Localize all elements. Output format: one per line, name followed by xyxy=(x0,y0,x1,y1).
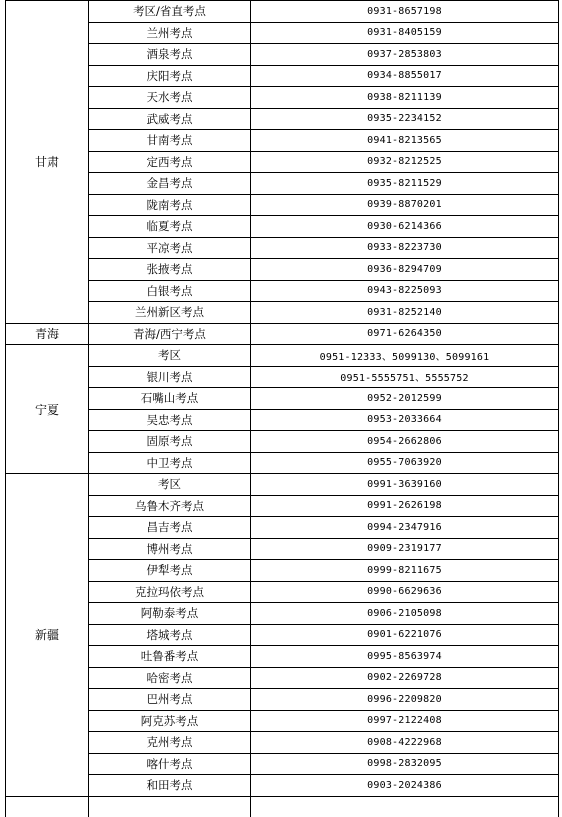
exam-site-cell: 天水考点 xyxy=(89,87,251,109)
exam-site-cell: 酒泉考点 xyxy=(89,44,251,66)
exam-site-cell: 临夏考点 xyxy=(89,216,251,238)
exam-site-cell: 甘南考点 xyxy=(89,130,251,152)
phone-cell: 0906-2105098 xyxy=(251,603,559,625)
exam-site-cell: 定西考点 xyxy=(89,151,251,173)
phone-cell: 0930-6214366 xyxy=(251,216,559,238)
exam-site-cell: 石嘴山考点 xyxy=(89,388,251,410)
empty-cell xyxy=(89,796,251,817)
phone-cell: 0954-2662806 xyxy=(251,431,559,453)
phone-cell: 0997-2122408 xyxy=(251,710,559,732)
phone-cell: 0902-2269728 xyxy=(251,667,559,689)
table-row xyxy=(6,495,559,517)
phone-cell: 0932-8212525 xyxy=(251,151,559,173)
exam-site-cell: 阿克苏考点 xyxy=(89,710,251,732)
table-row xyxy=(6,732,559,754)
table-row xyxy=(6,259,559,281)
phone-cell: 0951-5555751、5555752 xyxy=(251,366,559,388)
exam-site-cell: 克州考点 xyxy=(89,732,251,754)
phone-cell: 0939-8870201 xyxy=(251,194,559,216)
phone-cell: 0995-8563974 xyxy=(251,646,559,668)
table-row xyxy=(6,517,559,539)
table-row xyxy=(6,796,559,817)
table-row xyxy=(6,323,559,345)
phone-cell: 0931-8405159 xyxy=(251,22,559,44)
table-row xyxy=(6,581,559,603)
phone-cell: 0951-12333、5099130、5099161 xyxy=(251,345,559,367)
table-row xyxy=(6,452,559,474)
phone-cell: 0971-6264350 xyxy=(251,323,559,345)
phone-cell: 0931-8252140 xyxy=(251,302,559,324)
phone-cell: 0903-2024386 xyxy=(251,775,559,797)
province-cell: 宁夏 xyxy=(6,345,89,474)
table-row xyxy=(6,65,559,87)
exam-site-cell: 中卫考点 xyxy=(89,452,251,474)
phone-cell: 0936-8294709 xyxy=(251,259,559,281)
table-row xyxy=(6,194,559,216)
exam-site-cell: 张掖考点 xyxy=(89,259,251,281)
table-row xyxy=(6,388,559,410)
table-row xyxy=(6,302,559,324)
exam-site-cell: 金昌考点 xyxy=(89,173,251,195)
exam-site-cell: 吐鲁番考点 xyxy=(89,646,251,668)
exam-site-cell: 乌鲁木齐考点 xyxy=(89,495,251,517)
phone-cell: 0955-7063920 xyxy=(251,452,559,474)
exam-site-cell: 和田考点 xyxy=(89,775,251,797)
exam-site-cell: 考区 xyxy=(89,345,251,367)
phone-cell: 0990-6629636 xyxy=(251,581,559,603)
exam-site-cell: 银川考点 xyxy=(89,366,251,388)
province-cell: 甘肃 xyxy=(6,1,89,324)
exam-site-cell: 阿勒泰考点 xyxy=(89,603,251,625)
exam-site-cell: 固原考点 xyxy=(89,431,251,453)
phone-cell: 0998-2832095 xyxy=(251,753,559,775)
table-row xyxy=(6,646,559,668)
table-row xyxy=(6,44,559,66)
phone-cell: 0943-8225093 xyxy=(251,280,559,302)
table-row xyxy=(6,345,559,367)
table-row xyxy=(6,775,559,797)
phone-cell: 0994-2347916 xyxy=(251,517,559,539)
exam-site-cell: 庆阳考点 xyxy=(89,65,251,87)
exam-site-contact-table xyxy=(5,0,559,817)
phone-cell: 0901-6221076 xyxy=(251,624,559,646)
exam-site-cell: 武威考点 xyxy=(89,108,251,130)
phone-cell: 0934-8855017 xyxy=(251,65,559,87)
table-row xyxy=(6,280,559,302)
phone-cell: 0931-8657198 xyxy=(251,1,559,23)
phone-cell: 0908-4222968 xyxy=(251,732,559,754)
table-row xyxy=(6,108,559,130)
phone-cell: 0935-2234152 xyxy=(251,108,559,130)
table-row xyxy=(6,22,559,44)
phone-cell: 0933-8223730 xyxy=(251,237,559,259)
exam-site-cell: 平凉考点 xyxy=(89,237,251,259)
exam-site-cell: 兰州考点 xyxy=(89,22,251,44)
exam-site-cell: 青海/西宁考点 xyxy=(89,323,251,345)
phone-cell: 0938-8211139 xyxy=(251,87,559,109)
exam-site-cell: 博州考点 xyxy=(89,538,251,560)
empty-cell xyxy=(6,796,89,817)
exam-site-cell: 考区/省直考点 xyxy=(89,1,251,23)
table-row xyxy=(6,366,559,388)
table-row xyxy=(6,689,559,711)
table-row xyxy=(6,173,559,195)
exam-site-cell: 巴州考点 xyxy=(89,689,251,711)
exam-site-cell: 克拉玛依考点 xyxy=(89,581,251,603)
province-cell: 新疆 xyxy=(6,474,89,797)
table-row xyxy=(6,216,559,238)
table-row xyxy=(6,130,559,152)
exam-site-cell: 喀什考点 xyxy=(89,753,251,775)
exam-site-cell: 白银考点 xyxy=(89,280,251,302)
table-row xyxy=(6,1,559,23)
table-row xyxy=(6,474,559,496)
table-row xyxy=(6,151,559,173)
table-row xyxy=(6,431,559,453)
table-row xyxy=(6,753,559,775)
phone-cell: 0991-2626198 xyxy=(251,495,559,517)
phone-cell: 0953-2033664 xyxy=(251,409,559,431)
empty-cell xyxy=(251,796,559,817)
table-row xyxy=(6,87,559,109)
table-row xyxy=(6,624,559,646)
phone-cell: 0952-2012599 xyxy=(251,388,559,410)
exam-site-cell: 哈密考点 xyxy=(89,667,251,689)
table-row xyxy=(6,667,559,689)
table-row xyxy=(6,603,559,625)
table-row xyxy=(6,538,559,560)
phone-cell: 0937-2853803 xyxy=(251,44,559,66)
exam-site-cell: 伊犁考点 xyxy=(89,560,251,582)
exam-site-cell: 塔城考点 xyxy=(89,624,251,646)
table-row xyxy=(6,237,559,259)
table-row xyxy=(6,409,559,431)
exam-site-cell: 陇南考点 xyxy=(89,194,251,216)
exam-site-cell: 吴忠考点 xyxy=(89,409,251,431)
province-cell: 青海 xyxy=(6,323,89,345)
table-body xyxy=(6,1,559,817)
table-row xyxy=(6,710,559,732)
phone-cell: 0909-2319177 xyxy=(251,538,559,560)
exam-site-cell: 考区 xyxy=(89,474,251,496)
phone-cell: 0941-8213565 xyxy=(251,130,559,152)
exam-site-cell: 昌吉考点 xyxy=(89,517,251,539)
phone-cell: 0996-2209820 xyxy=(251,689,559,711)
exam-site-cell: 兰州新区考点 xyxy=(89,302,251,324)
phone-cell: 0991-3639160 xyxy=(251,474,559,496)
table-row xyxy=(6,560,559,582)
phone-cell: 0935-8211529 xyxy=(251,173,559,195)
phone-cell: 0999-8211675 xyxy=(251,560,559,582)
